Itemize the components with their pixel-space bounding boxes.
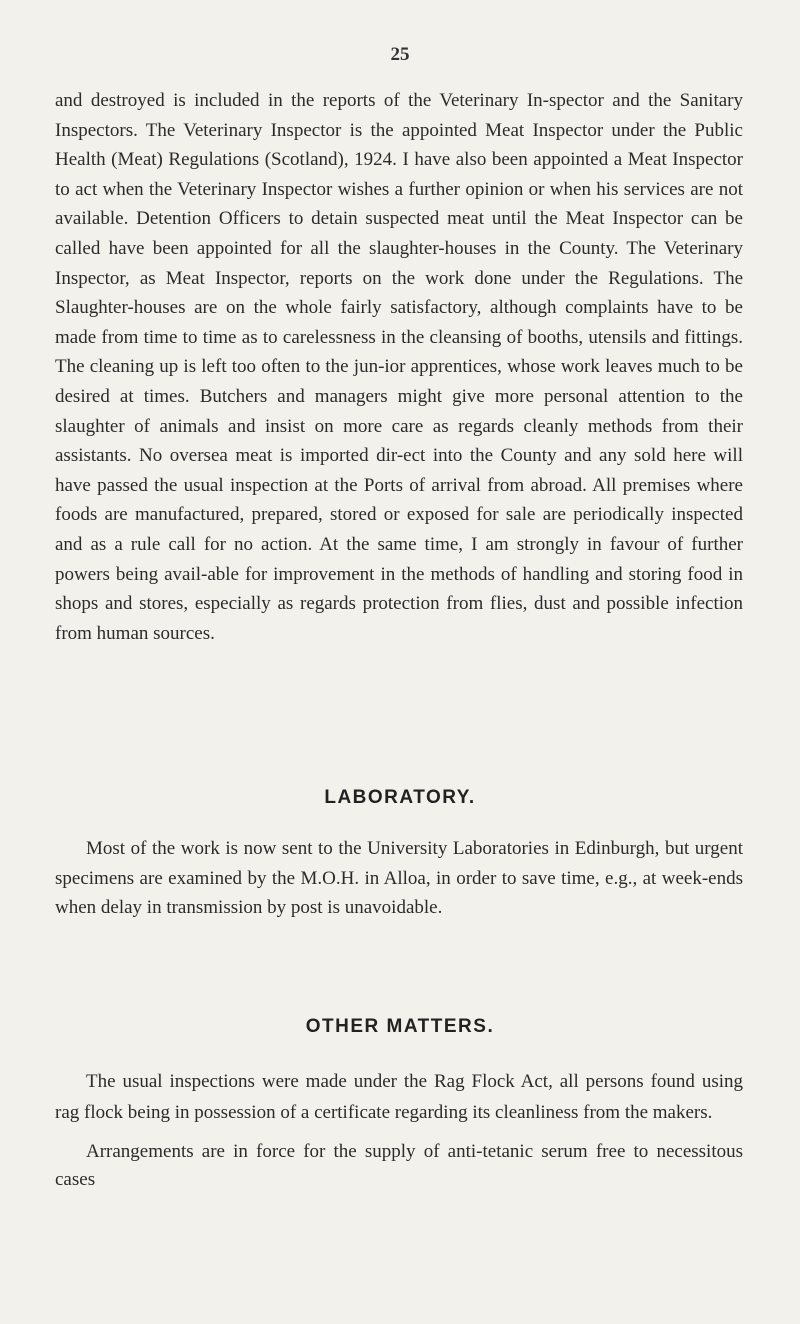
meat-inspection-paragraph: and destroyed is included in the reports of the Veterinary In-spector and the Sanitary Inspectors. The Veterinary Inspector is the appointed Meat Inspector under the Public Health (Meat) Regulations (Scotland), 1924. I have also been appointed a Meat Inspector to act when the Veterinary Inspector wishes a further opinion or when his services are not available. Detention Officers to detain suspected meat until the Meat Inspector can be called have been appointed for all the slaughter-houses in the County. The Veterinary Inspector, as Meat Inspector, reports on the work done under the Regulations. The Slaughter-houses are on the whole fairly satisfactory, although complaints have to be made from time to time as to carelessness in the cleansing of booths, utensils and fittings. The cleaning up is left too often to the jun-ior apprentices, whose work leaves much to be desired at times. Butchers and managers might give more personal attention to the slaughter of animals and insist on more care as regards cleanly methods from their assistants. No oversea meat is imported dir-ect into the County and any sold here will have passed the usual inspection at the Ports of arrival from abroad. All premises where foods are manufactured, prepared, stored or exposed for sale are periodically inspected and as a rule call for no action. At the same time, I am strongly in favour of further powers being avail-able for improvement in the methods of handling and storing food in shops and stores, especially as regards protection from flies, dust and possible infection from human sources. [55,90,743,644]
rag-flock-paragraph: The usual inspections were made under the Rag Flock Act, all persons found using rag flock being in possession of a certificate regarding its cleanliness from the makers. [55,1071,743,1123]
laboratory-heading: LABORATORY. [324,787,476,808]
anti-tetanic-serum-paragraph: Arrangements are in force for the supply of anti-tetanic serum free to necessitous cases [55,1141,743,1190]
page-number: 25 [390,44,410,65]
laboratory-paragraph: Most of the work is now sent to the University Laboratories in Edinburgh, but urgent specimens are examined by the M.O.H. in Alloa, in order to save time, e.g., at week-ends when delay in transmission by post is unavoidable. [55,838,743,919]
other-matters-heading: OTHER MATTERS. [305,1016,495,1037]
